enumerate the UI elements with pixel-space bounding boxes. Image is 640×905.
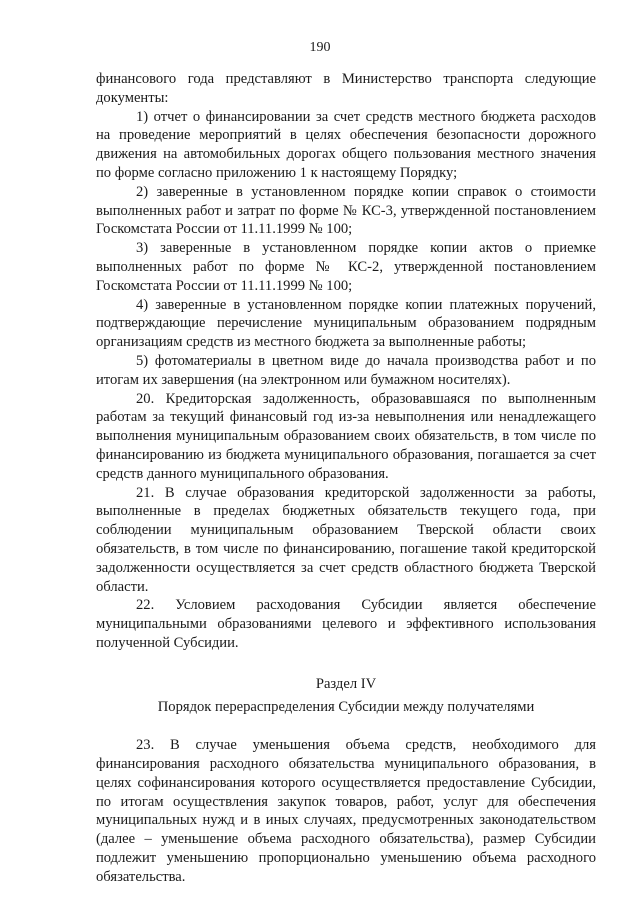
list-item-3: 3) заверенные в установленном порядке копии актов о приемке выполненных работ по форме № КС-2, утвержденной постановлением Госкомстата России от 11.11.1999 № 100; — [96, 240, 596, 294]
paragraph-21: 21. В случае образования кредиторской задолженности за работы, выполненные в пределах бюджетных обязательств текущего года, при соблюдении муниципальным образованием Тверской области своих обязательств, в том числе по финансированию, погашение такой кредиторской задолженности осуществляется за счет средств областного бюджета Тверской области. — [96, 484, 596, 595]
list-item-4: 4) заверенные в установленном порядке копии платежных поручений, подтверждающие перечисление муниципальным образованием подрядным организациям средств из местного бюджета за выполненные работы; — [96, 296, 596, 351]
section-title: Порядок перераспределения Субсидии между получателями — [157, 698, 535, 715]
paragraph-22: 22. Условием расходования Субсидии является обеспечение муниципальными образованиями целевого и эффективного использования полученной Субсидии. — [96, 597, 596, 651]
list-item-2: 2) заверенные в установленном порядке копии справок о стоимости выполненных работ и затрат по форме № КС-3, утвержденной постановлением Госкомстата России от 11.11.1999 № 100; — [96, 183, 596, 238]
list-item-1: 1) отчет о финансировании за счет средств местного бюджета расходов на проведение мероприятий в целях обеспечения безопасности дорожного движения на автомобильных дорогах общего пользования местного значения по форме согласно приложению 1 к настоящему Порядку; — [96, 108, 596, 181]
section-heading: Раздел IV — [315, 675, 377, 692]
document-body — [96, 70, 596, 887]
page-number: 190 — [309, 40, 331, 55]
paragraph-continuation: финансового года представляют в Министерство транспорта следующие документы: — [96, 71, 596, 106]
paragraph-20: 20. Кредиторская задолженность, образовавшаяся по выполненным работам за текущий финансовый год из-за невыполнения или ненадлежащего выполнения муниципальным образованием своих обязательств, в том числе по финансированию из бюджета муниципального образования, погашается за счет средств данного муниципального образования. — [96, 390, 596, 482]
list-item-5: 5) фотоматериалы в цветном виде до начала производства работ и по итогам их завершения (на электронном или бумажном носителях). — [96, 352, 596, 388]
paragraph-23: 23. В случае уменьшения объема средств, необходимого для финансирования расходного обязательства муниципального образования, в целях софинансирования которого осуществляется предоставление Субсидии, по итогам осуществления закупок товаров, работ, услуг для обеспечения муниципальных нужд и в иных случаях, предусмотренных законодательством (далее – уменьшение объема расходного обязательства), размер Субсидии подлежит уменьшению пропорционально уменьшению объема расходного обязательства. — [96, 737, 596, 885]
